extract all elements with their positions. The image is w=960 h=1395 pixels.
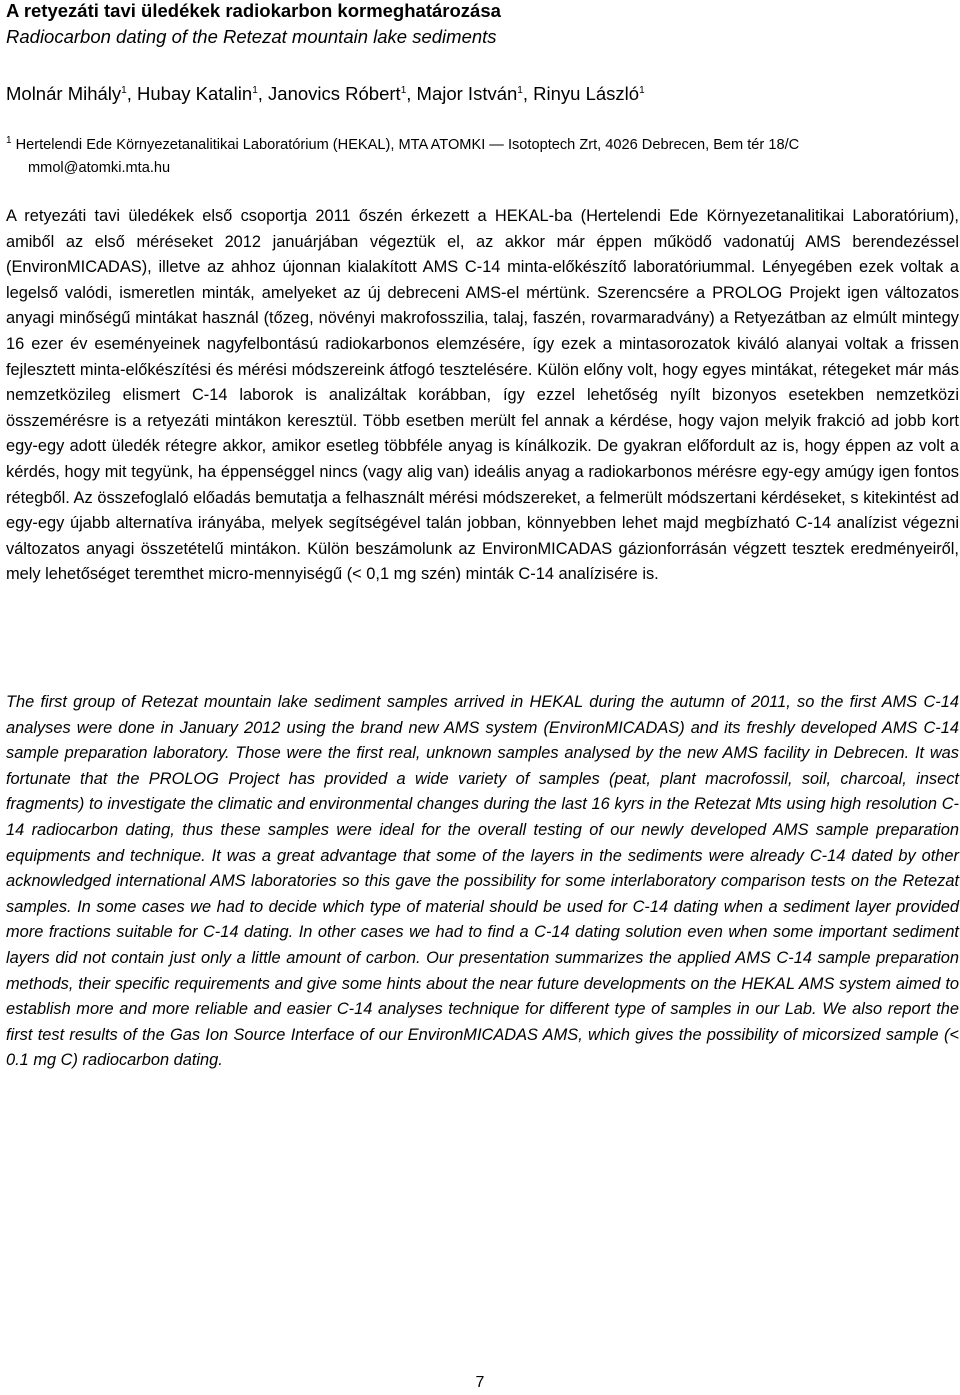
abstract-en-paragraph: The first group of Retezat mountain lake sediment samples arrived in HEKAL during the autumn of 2011, so the first AMS C-14 analyses were done in January 2012 using the brand new AMS system (EnvironMICADAS) and its freshly developed AMS C-14 sample preparation laboratory. Those were the first real, unknown samples analysed by the new AMS facility in Debrecen. It was fortunate that the PROLOG Project has provided a wide variety of samples (peat, plant macrofossil, soil, charcoal, insect fragments) to investigate the climatic and environmental changes during the last 16 kyrs in the Retezat Mts using high resolution C-14 radiocarbon dating, thus these samples were ideal for the overall testing of our newly developed AMS sample preparation equipments and technique. It was a great advantage that some of the layers in the sediments were already C-14 dated by other acknowledged international AMS laboratories so this gave the possibility for some interlaboratory comparison tests on the Retezat samples. In some cases we had to decide which type of material should be used for C-14 dating when a sediment layer provided more fractions suitable for C-14 dating. In other cases we had to find a C-14 dating solution even when some important sediment layers did not contain just only a little amount of carbon. Our presentation summarizes the applied AMS C-14 sample preparation methods, their specific requirements and give some hints about the near future developments on the HEKAL AMS system aimed to establish more and more reliable and easier C-14 analyses technique for different type of samples in our Lab. We also report the first test results of the Gas Ion Source Interface of our EnvironMICADAS AMS, which gives the possibility of micorsized sample (< 0.1 mg C) radiocarbon dating. — [6, 693, 959, 1070]
page-number: 7 — [475, 1374, 485, 1391]
author: Molnár Mihály$^1$, — [6, 83, 137, 104]
author: Major István$^1$, — [416, 83, 534, 104]
paper-subtitle: Radiocarbon dating of the Retezat mountain lake sediments — [6, 26, 497, 47]
abstract-hu-paragraph: A retyezáti tavi üledékek első csoportja 2011 őszén érkezett a HEKAL-ba (Hertelendi Ede Környezetanalitikai Laboratórium), amiből az első méréseket 2012 januárjában végeztük el, az akkor már éppen működő vadonatúj AMS berendezéssel (EnvironMICADAS), illetve az ahhoz újonnan kialakított AMS C-14 minta-előkészítő laboratóriummal. Lényegében ezek voltak a legelső valódi, ismeretlen minták, amelyeket az új debreceni AMS-el mértünk. Szerencsére a PROLOG Projekt igen változatos anyagi minőségű mintákat használ (tőzeg, növényi makrofosszilia, talaj, faszén, rovarmaradvány) a Retyezátban az elmúlt mintegy 16 ezer év eseményeinek nagyfelbontású radiokarbonos elemzésére, így ezek a mintasorozatok kiváló alanyai voltak a frissen fejlesztett minta-előkészítési és mérési módszereink átfogó tesztelésére. Külön előny volt, hogy egyes mintákat, rétegeket már más nemzetközileg elismert C-14 laborok is analizáltak korábban, így ezzel lehetőség nyílt bizonyos esetekben nemzetközi összemérésre is a retyezáti mintákon keresztül. Több esetben merült fel annak a kérdése, hogy vajon melyik frakció ad jobb kort egy-egy adott üledék rétegre akkor, amikor esetleg többféle anyag is kínálkozik. De gyakran előfordult az is, hogy éppen az volt a kérdés, hogy mit tegyünk, ha éppenséggel nincs (vagy alig van) ideális anyag a radiokarbonos mérésre egy-egy amúgy igen fontos rétegből. Az összefoglaló előadás bemutatja a felhasznált mérési módszereket, a felmerült módszertani kérdéseket, s kitekintést ad egy-egy újabb alternatíva irányába, melyek segítségével talán jobban, könnyebben lehet majd megbízható C-14 analízist végezni változatos anyagi összetételű mintákon. Külön beszámolunk az EnvironMICADAS gázionforrásán végzett tesztek eredményeiről, mely lehetőséget teremthet micro-mennyiségű (< 0,1 mg szén) minták C-14 analízisére is. — [6, 207, 959, 584]
author: Janovics Róbert$^1$, — [268, 83, 417, 104]
abstract-english — [6, 690, 959, 1074]
affiliation — [6, 134, 799, 180]
author: Hubay Katalin$^1$, — [137, 83, 269, 104]
paper-title: A retyezáti tavi üledékek radiokarbon kormeghatározása — [6, 0, 501, 21]
author: Rinyu László$^1$ — [533, 83, 645, 104]
abstract-hungarian — [6, 204, 959, 588]
email-link[interactable]: mmol@atomki.mta.hu — [28, 160, 171, 176]
author-list — [6, 82, 645, 106]
affiliation-text: $^1$ Hertelendi Ede Környezetanalitikai Laboratórium (HEKAL), MTA ATOMKI — Isotoptech Zrt, 4026 Debrecen, Bem tér 18/C — [6, 135, 800, 153]
